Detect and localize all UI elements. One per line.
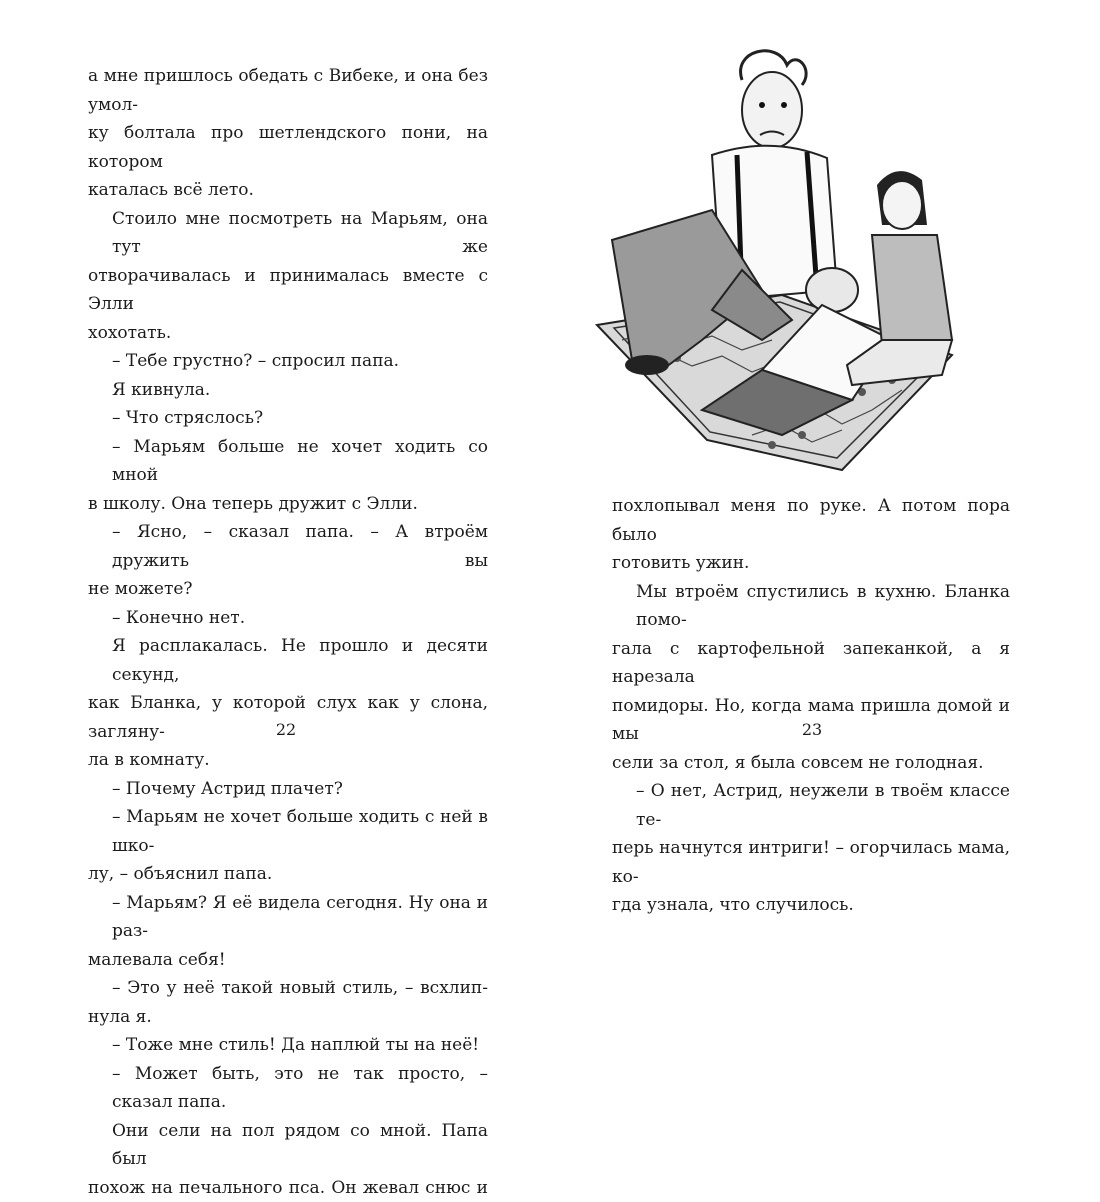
- text-line: лу, – объяснил папа.: [88, 860, 488, 889]
- text-line: похлопывал меня по руке. А потом пора было: [612, 492, 1010, 549]
- text-line: готовить ужин.: [612, 549, 1010, 578]
- text-line: – Марьям? Я её видела сегодня. Ну она и раз-: [88, 889, 488, 946]
- text-line: – О нет, Астрид, неужели в твоём классе те-: [612, 777, 1010, 834]
- text-line: помидоры. Но, когда мама пришла домой и мы: [612, 692, 1010, 749]
- text-line: Я кивнула.: [88, 376, 488, 405]
- right-page-text: [612, 492, 1010, 920]
- left-page-number: 22: [256, 720, 316, 739]
- text-line: хохотать.: [88, 319, 488, 348]
- text-line: – Конечно нет.: [88, 604, 488, 633]
- text-line: нула я.: [88, 1003, 488, 1032]
- text-line: перь начнутся интриги! – огорчилась мама, ко-: [612, 834, 1010, 891]
- text-line: а мне пришлось обедать с Вибеке, и она без умол-: [88, 62, 488, 119]
- text-line: Мы втроём спустились в кухню. Бланка помо-: [612, 578, 1010, 635]
- right-page-number: 23: [782, 720, 842, 739]
- left-page: [0, 0, 550, 786]
- text-line: – Это у неё такой новый стиль, – всхлип-: [88, 974, 488, 1003]
- text-line: гала с картофельной запеканкой, а я нарезала: [612, 635, 1010, 692]
- text-line: в школу. Она теперь дружит с Элли.: [88, 490, 488, 519]
- text-line: Стоило мне посмотреть на Марьям, она тут же: [88, 205, 488, 262]
- text-line: гда узнала, что случилось.: [612, 891, 1010, 920]
- right-page: [550, 0, 1100, 786]
- text-line: каталась всё лето.: [88, 176, 488, 205]
- text-line: – Тоже мне стиль! Да наплюй ты на неё!: [88, 1031, 488, 1060]
- left-page-text: [88, 62, 488, 1202]
- text-line: – Тебе грустно? – спросил папа.: [88, 347, 488, 376]
- text-line: Они сели на пол рядом со мной. Папа был: [88, 1117, 488, 1174]
- text-line: не можете?: [88, 575, 488, 604]
- text-line: отворачивалась и принималась вместе с Элли: [88, 262, 488, 319]
- text-line: похож на печального пса. Он жевал снюс и: [88, 1174, 488, 1202]
- text-line: малевала себя!: [88, 946, 488, 975]
- text-line: – Марьям больше не хочет ходить со мной: [88, 433, 488, 490]
- text-line: ку болтала про шетлендского пони, на котором: [88, 119, 488, 176]
- text-line: – Ясно, – сказал папа. – А втроём дружить вы: [88, 518, 488, 575]
- text-line: – Что стряслось?: [88, 404, 488, 433]
- text-line: как Бланка, у которой слух как у слона, загляну-: [88, 689, 488, 746]
- text-line: – Почему Астрид плачет?: [88, 775, 488, 804]
- text-line: сели за стол, я была совсем не голодная.: [612, 749, 1010, 778]
- sitting-girl-figure: [847, 171, 952, 385]
- text-line: Я расплакалась. Не прошло и десяти секунд,: [88, 632, 488, 689]
- text-line: – Марьям не хочет больше ходить с ней в шко-: [88, 803, 488, 860]
- text-line: ла в комнату.: [88, 746, 488, 775]
- text-line: – Может быть, это не так просто, – сказал папа.: [88, 1060, 488, 1117]
- illustration-image: [592, 40, 982, 480]
